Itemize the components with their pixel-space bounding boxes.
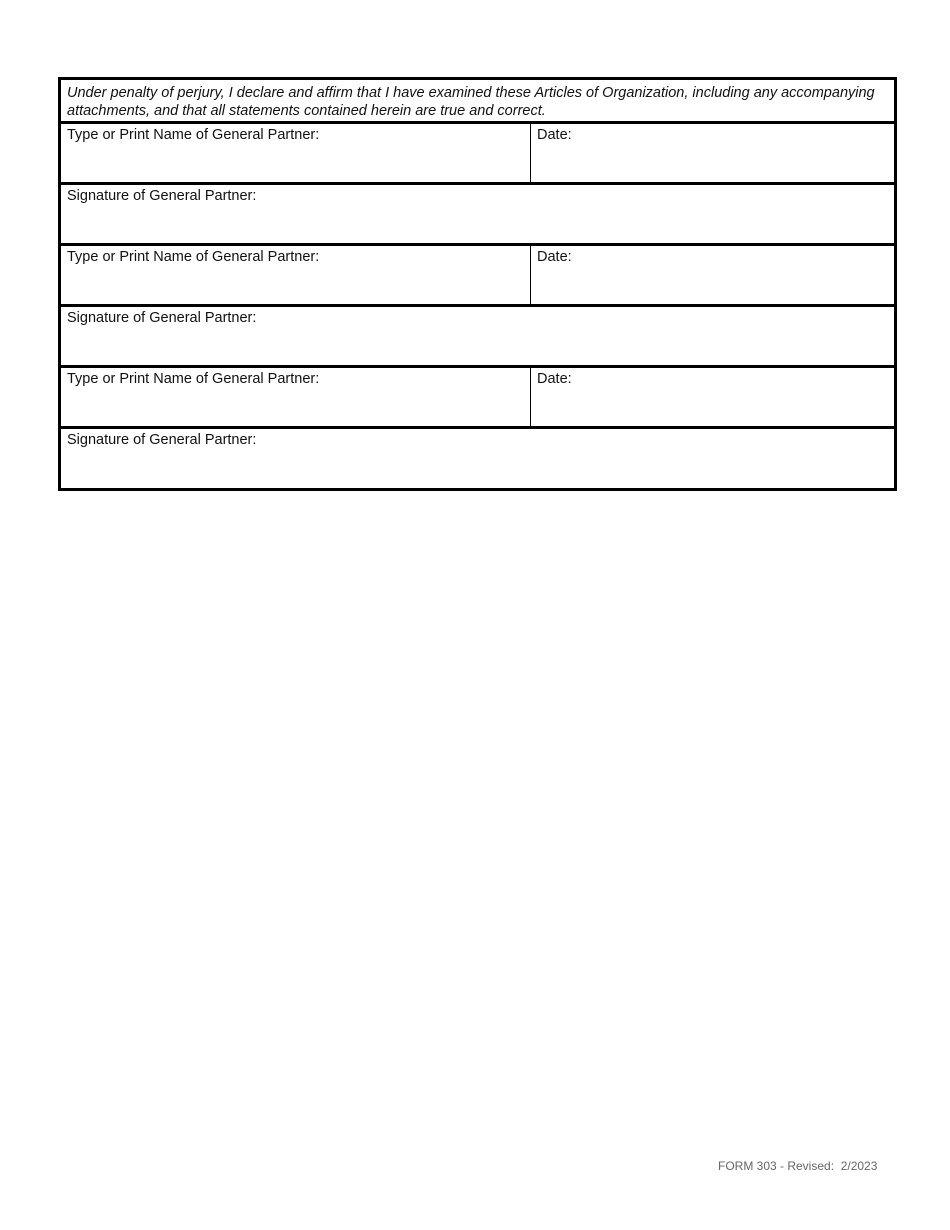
partner-3-name-row <box>61 368 894 429</box>
partner-2-date-field[interactable] <box>531 246 894 304</box>
partner-2-name-row <box>61 246 894 307</box>
partner-3-signature-row <box>61 429 894 488</box>
form-revision-footer: FORM 303 - Revised: 2/2023 <box>718 1159 878 1173</box>
partner-1-name-field[interactable] <box>61 124 531 182</box>
partner-2-signature-field[interactable] <box>61 307 894 365</box>
partner-1-signature-label: Signature of General Partner: <box>67 188 257 204</box>
partner-2-name-field[interactable] <box>61 246 531 304</box>
partner-1-signature-row <box>61 185 894 246</box>
partner-3-signature-label: Signature of General Partner: <box>67 432 257 448</box>
perjury-declaration: Under penalty of perjury, I declare and affirm that I have examined these Articles of Organization, including any accompanying attachments, and that all statements contained herein are true and correct. <box>61 80 894 124</box>
partner-1-name-row <box>61 124 894 185</box>
partner-1-name-label: Type or Print Name of General Partner: <box>67 127 320 143</box>
partner-3-name-field[interactable] <box>61 368 531 426</box>
partner-2-signature-label: Signature of General Partner: <box>67 310 257 326</box>
partner-2-signature-row <box>61 307 894 368</box>
partner-3-date-label: Date: <box>537 371 572 387</box>
partner-1-signature-field[interactable] <box>61 185 894 243</box>
partner-2-name-label: Type or Print Name of General Partner: <box>67 249 320 265</box>
signature-table <box>58 77 897 491</box>
partner-2-date-label: Date: <box>537 249 572 265</box>
partner-3-signature-field[interactable] <box>61 429 894 488</box>
partner-1-date-field[interactable] <box>531 124 894 182</box>
partner-1-date-label: Date: <box>537 127 572 143</box>
partner-3-name-label: Type or Print Name of General Partner: <box>67 371 320 387</box>
partner-3-date-field[interactable] <box>531 368 894 426</box>
